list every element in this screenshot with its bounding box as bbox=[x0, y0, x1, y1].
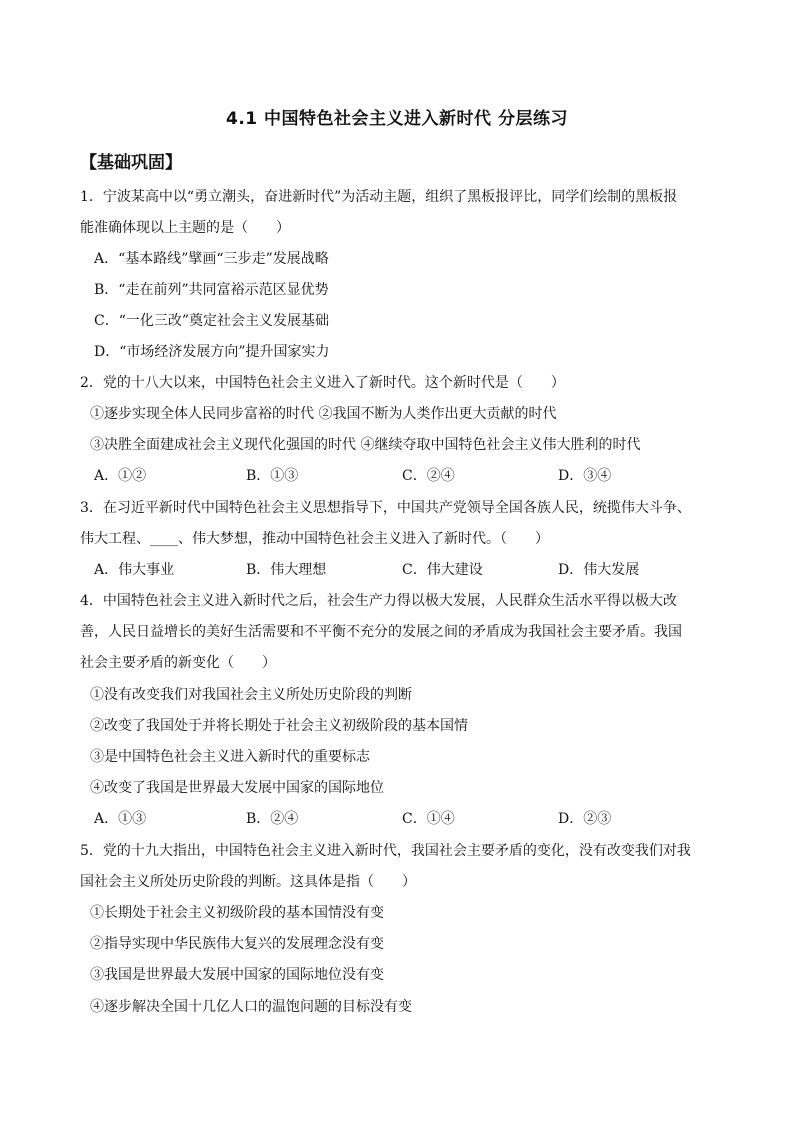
q2-option-a: A．①② bbox=[94, 468, 147, 484]
q1-option-d: D．“市场经济发展方向”提升国家实力 bbox=[94, 344, 330, 360]
q3-option-a: A．伟大事业 bbox=[94, 562, 175, 578]
section-heading: 【基础巩固】 bbox=[80, 153, 182, 173]
q5-stem-line2: 国社会主义所处历史阶段的判断。这具体是指（ ） bbox=[80, 874, 416, 890]
q3-stem-line1: 3．在习近平新时代中国特色社会主义思想指导下，中国共产党领导全国各族人民，统揽伟大斗争、 bbox=[80, 500, 691, 516]
q2-option-b: B．①③ bbox=[246, 468, 299, 484]
q4-item-2: ②改变了我国处于并将长期处于社会主义初级阶段的基本国情 bbox=[90, 718, 468, 734]
q1-option-b: B．“走在前列”共同富裕示范区显优势 bbox=[94, 282, 329, 298]
q5-item-1: ①长期处于社会主义初级阶段的基本国情没有变 bbox=[90, 905, 384, 921]
q1-stem-line1: 1．宁波某高中以“勇立潮头，奋进新时代”为活动主题，组织了黑板报评比，同学们绘制的黑板报 bbox=[80, 189, 678, 205]
q4-option-a: A．①③ bbox=[94, 811, 147, 827]
q4-stem-line3: 社会主要矛盾的新变化（ ） bbox=[80, 655, 276, 671]
q5-stem-line1: 5．党的十九大指出，中国特色社会主义进入新时代，我国社会主要矛盾的变化，没有改变我们对我 bbox=[80, 843, 691, 859]
q2-option-d: D．③④ bbox=[558, 468, 612, 484]
q4-item-3: ③是中国特色社会主义进入新时代的重要标志 bbox=[90, 749, 370, 765]
q4-stem-line1: 4．中国特色社会主义进入新时代之后，社会生产力得以极大发展，人民群众生活水平得以极大改 bbox=[80, 593, 677, 609]
q1-stem-line2: 能准确体现以上主题的是（ ） bbox=[80, 220, 290, 236]
q2-option-c: C．②④ bbox=[402, 468, 455, 484]
q4-item-4: ④改变了我国是世界最大发展中国家的国际地位 bbox=[90, 780, 384, 796]
q4-option-b: B．②④ bbox=[246, 811, 299, 827]
q1-option-a: A．“基本路线”擘画“三步走”发展战略 bbox=[94, 251, 329, 267]
q2-item-line2: ③决胜全面建成社会主义现代化强国的时代 ④继续夺取中国特色社会主义伟大胜利的时代 bbox=[90, 437, 641, 453]
q3-option-d: D．伟大发展 bbox=[558, 562, 640, 578]
q4-option-c: C．①④ bbox=[402, 811, 455, 827]
q4-option-d: D．②③ bbox=[558, 811, 612, 827]
q5-item-2: ②指导实现中华民族伟大复兴的发展理念没有变 bbox=[90, 936, 384, 952]
q2-stem: 2．党的十八大以来，中国特色社会主义进入了新时代。这个新时代是（ ） bbox=[80, 375, 565, 391]
q3-option-b: B．伟大理想 bbox=[246, 562, 327, 578]
q2-item-line1: ①逐步实现全体人民同步富裕的时代 ②我国不断为人类作出更大贡献的时代 bbox=[90, 406, 557, 422]
q5-item-4: ④逐步解决全国十几亿人口的温饱问题的目标没有变 bbox=[90, 999, 412, 1015]
page-title: 4.1 中国特色社会主义进入新时代 分层练习 bbox=[226, 109, 568, 129]
q4-stem-line2: 善，人民日益增长的美好生活需要和不平衡不充分的发展之间的矛盾成为我国社会主要矛盾。我国 bbox=[80, 624, 682, 640]
q5-item-3: ③我国是世界最大发展中国家的国际地位没有变 bbox=[90, 967, 384, 983]
q1-option-c: C．“一化三改”奠定社会主义发展基础 bbox=[94, 313, 330, 329]
q3-stem-line2: 伟大工程、____、伟大梦想，推动中国特色社会主义进入了新时代。（ ） bbox=[80, 531, 549, 547]
q3-option-c: C．伟大建设 bbox=[402, 562, 483, 578]
q4-item-1: ①没有改变我们对我国社会主义所处历史阶段的判断 bbox=[90, 687, 412, 703]
